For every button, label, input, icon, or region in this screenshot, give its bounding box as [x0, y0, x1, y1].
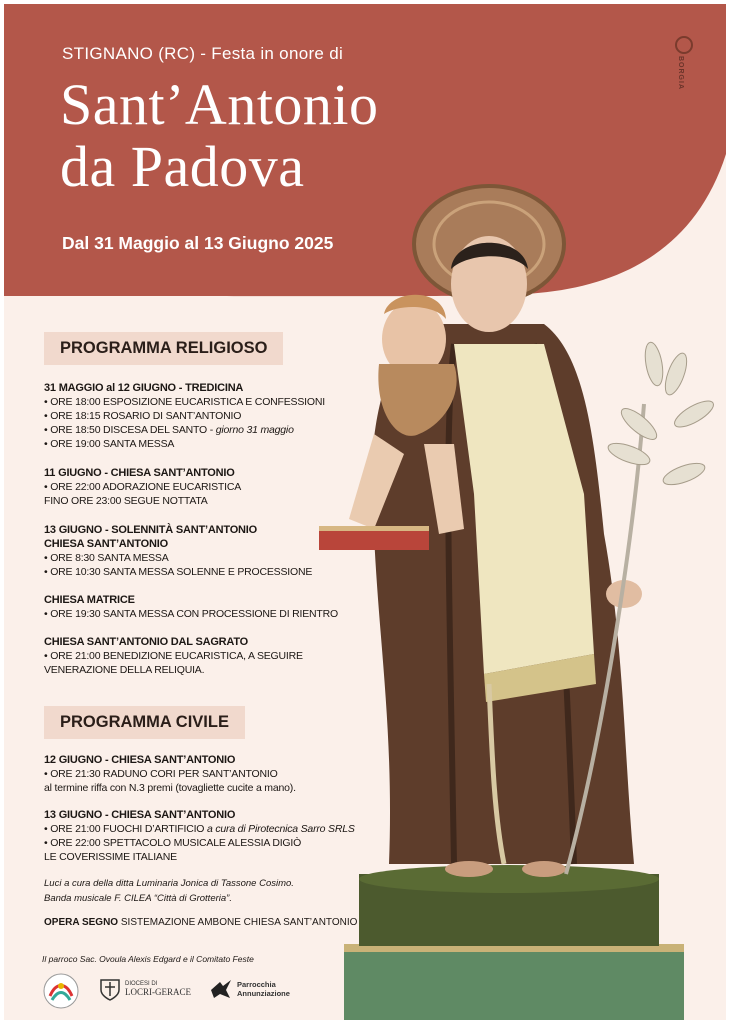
religioso-tredicina — [44, 381, 325, 451]
parroco-credit: Il parroco Sac. Ovoula Alexis Edgard e il Comitato Feste — [42, 954, 254, 964]
tredicina-line — [44, 423, 325, 437]
religioso-13-giugno — [44, 523, 312, 579]
group-line: • ORE 8:30 SANTA MESSA — [44, 552, 169, 564]
tredicina-line-text: • ORE 18:50 DISCESA DEL SANTO - — [44, 424, 216, 436]
saint-statue-image — [304, 174, 726, 1020]
opera-segno-text: SISTEMAZIONE AMBONE CHIESA SANT’ANTONIO — [118, 917, 358, 928]
group-line: • ORE 21:30 RADUNO CORI PER SANT’ANTONIO — [44, 768, 278, 780]
event-kicker: STIGNANO (RC) - Festa in onore di — [62, 44, 344, 63]
group-subheading: CHIESA SANT’ANTONIO — [44, 538, 168, 550]
group-heading: 13 GIUGNO - SOLENNITÀ SANT’ANTONIO — [44, 524, 258, 536]
tredicina-heading: 31 MAGGIO al 12 GIUGNO - TREDICINA — [44, 382, 244, 394]
religioso-11-giugno — [44, 466, 241, 508]
parrocchia-logo-title: Parrocchia — [237, 980, 276, 989]
poster — [4, 4, 726, 1020]
festa-logo — [42, 972, 80, 1015]
civile-13-giugno — [44, 808, 355, 864]
group-heading: 11 GIUGNO - CHIESA SANT’ANTONIO — [44, 467, 235, 479]
group-heading: 13 GIUGNO - CHIESA SANT’ANTONIO — [44, 809, 236, 821]
parrocchia-logo-sub: Annunziazione — [237, 989, 290, 998]
title-line-1: Sant’Antonio — [60, 72, 379, 137]
diocesi-logo-small: DIOCESI DI — [125, 981, 158, 987]
festa-emblem-icon — [42, 972, 80, 1010]
civile-12-giugno — [44, 753, 296, 795]
diocesi-logo-name: LOCRI-GERACE — [125, 987, 191, 997]
group-line — [44, 822, 355, 836]
tredicina-line: • ORE 19:00 SANTA MESSA — [44, 438, 175, 450]
group-line: • ORE 21:00 BENEDIZIONE EUCARISTICA, A SEGUIRE — [44, 650, 303, 662]
group-line: al termine riffa con N.3 premi (tovagliette cucite a mano). — [44, 782, 296, 794]
group-line: FINO ORE 23:00 SEGUE NOTTATA — [44, 495, 208, 507]
group-line-italic: a cura di Pirotecnica Sarro SRLS — [206, 823, 355, 835]
tredicina-line-italic: giorno 31 maggio — [215, 424, 294, 436]
section-label-religioso: PROGRAMMA RELIGIOSO — [44, 332, 283, 365]
group-heading: CHIESA SANT’ANTONIO DAL SAGRATO — [44, 636, 249, 648]
opera-segno — [44, 917, 357, 928]
borgia-emblem-icon — [675, 36, 693, 54]
title-line-2: da Padova — [60, 134, 305, 199]
group-heading: CHIESA MATRICE — [44, 594, 135, 606]
diocesi-logo — [99, 976, 191, 1002]
dove-icon — [208, 976, 234, 1002]
banda-note: Banda musicale F. CILEA “Città di Grotteria”. — [44, 893, 232, 904]
parrocchia-logo — [208, 976, 290, 1002]
group-line: • ORE 22:00 SPETTACOLO MUSICALE ALESSIA DIGIÒ — [44, 837, 302, 849]
religioso-sagrato — [44, 635, 303, 677]
diocese-crest-icon — [99, 976, 121, 1002]
tredicina-line: • ORE 18:00 ESPOSIZIONE EUCARISTICA E CONFESSIONI — [44, 396, 325, 408]
opera-segno-label: OPERA SEGNO — [44, 917, 119, 928]
section-label-civile: PROGRAMMA CIVILE — [44, 706, 245, 739]
group-heading: 12 GIUGNO - CHIESA SANT’ANTONIO — [44, 754, 236, 766]
luci-note: Luci a cura della ditta Luminaria Jonica di Tassone Cosimo. — [44, 878, 294, 889]
group-line: • ORE 10:30 SANTA MESSA SOLENNE E PROCESSIONE — [44, 566, 313, 578]
group-line-text: • ORE 21:00 FUOCHI D’ARTIFICIO — [44, 823, 207, 835]
event-dates: Dal 31 Maggio al 13 Giugno 2025 — [62, 233, 334, 253]
borgia-logo — [674, 36, 694, 106]
group-line: LE COVERISSIME ITALIANE — [44, 851, 177, 863]
borgia-logo-text: BORGIA — [677, 56, 684, 90]
group-line: • ORE 19:30 SANTA MESSA CON PROCESSIONE DI RIENTRO — [44, 608, 338, 620]
religioso-chiesa-matrice — [44, 593, 338, 621]
group-line: VENERAZIONE DELLA RELIQUIA. — [44, 664, 205, 676]
tredicina-line: • ORE 18:15 ROSARIO DI SANT’ANTONIO — [44, 410, 242, 422]
group-line: • ORE 22:00 ADORAZIONE EUCARISTICA — [44, 481, 242, 493]
